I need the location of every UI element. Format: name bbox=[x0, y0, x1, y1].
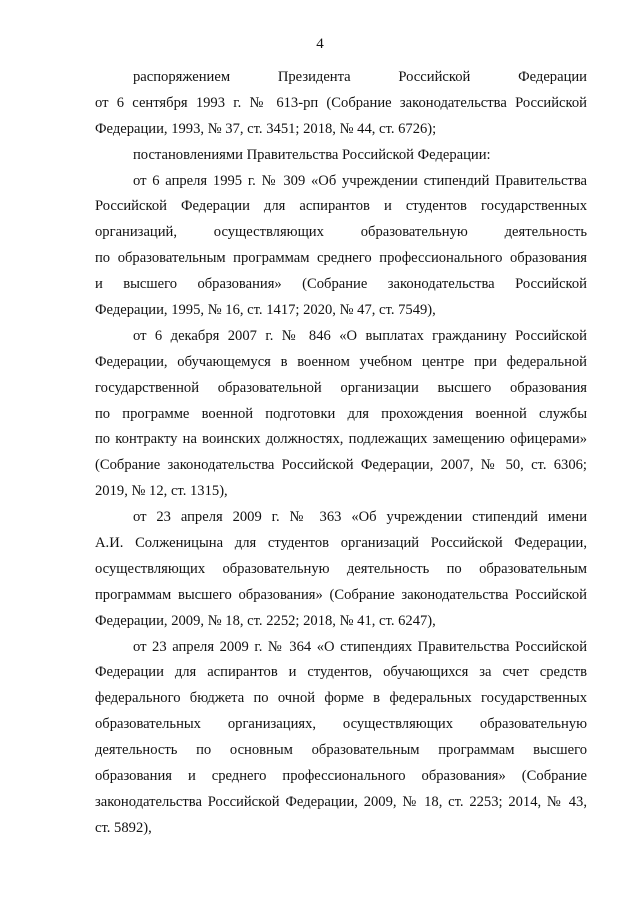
text-line: от 6 апреля 1995 г. № 309 «Об учреждении стипендий Правительства bbox=[133, 172, 587, 189]
text-line: 2019, № 12, ст. 1315), bbox=[95, 483, 228, 500]
paragraph-presidential-order bbox=[95, 65, 587, 143]
text-line: ст. 5892), bbox=[95, 819, 152, 836]
text-line: Российской Федерации для аспирантов и студентов государственных bbox=[95, 198, 587, 215]
text-line: по образовательным программам среднего профессионального образования bbox=[95, 250, 587, 267]
text-line: А.И. Солженицына для студентов организаций Российской Федерации, bbox=[95, 535, 587, 552]
text-line: распоряжением Президента Российской Федерации bbox=[133, 69, 587, 85]
paragraph-resolution-846 bbox=[95, 324, 587, 505]
text-line: и высшего образования» (Собрание законодательства Российской bbox=[95, 276, 587, 293]
text-line: федерального бюджета по очной форме в федеральных государственных bbox=[95, 690, 587, 707]
text-line: по программе военной подготовки для прохождения военной службы bbox=[95, 405, 587, 422]
text-line: законодательства Российской Федерации, 2009, № 18, ст. 2253; 2014, № 43, bbox=[95, 793, 587, 810]
paragraph-resolution-364 bbox=[95, 635, 587, 842]
text-line: Федерации, обучающемуся в военном учебном центре при федеральной bbox=[95, 353, 587, 370]
text-line: Федерации, 2009, № 18, ст. 2252; 2018, № 41, ст. 6247), bbox=[95, 612, 436, 629]
paragraph-resolution-363 bbox=[95, 505, 587, 634]
text-line: организаций, осуществляющих образовательную деятельность bbox=[95, 224, 587, 241]
text-line: образовательных организациях, осуществляющих образовательную bbox=[95, 716, 587, 733]
text-line: постановлениями Правительства Российской Федерации: bbox=[133, 146, 491, 163]
text-line: от 6 декабря 2007 г. № 846 «О выплатах гражданину Российской bbox=[133, 327, 587, 344]
text-line: государственной образовательной организации высшего образования bbox=[95, 379, 587, 396]
text-line: Федерации, 1995, № 16, ст. 1417; 2020, № 47, ст. 7549), bbox=[95, 302, 436, 319]
text-line: (Собрание законодательства Российской Федерации, 2007, № 50, ст. 6306; bbox=[95, 457, 587, 474]
text-line: Федерации для аспирантов и студентов, обучающихся за счет средств bbox=[95, 664, 587, 681]
text-line: образования и среднего профессионального образования» (Собрание bbox=[95, 768, 587, 785]
document-body bbox=[95, 65, 587, 842]
paragraph-resolution-309 bbox=[95, 169, 587, 324]
text-line: по контракту на воинских должностях, подлежащих замещению офицерами» bbox=[95, 431, 587, 448]
text-line: программам высшего образования» (Собрание законодательства Российской bbox=[95, 586, 587, 603]
text-line: от 6 сентября 1993 г. № 613-рп (Собрание законодательства Российской bbox=[95, 94, 587, 111]
text-line: Федерации, 1993, № 37, ст. 3451; 2018, № 44, ст. 6726); bbox=[95, 120, 437, 137]
text-line: деятельность по основным образовательным программам высшего bbox=[95, 742, 587, 759]
text-line: осуществляющих образовательную деятельность по образовательным bbox=[95, 560, 587, 577]
paragraph-government-resolutions-heading bbox=[95, 143, 587, 169]
text-line: от 23 апреля 2009 г. № 364 «О стипендиях Правительства Российской bbox=[133, 638, 587, 655]
page-number: 4 bbox=[316, 36, 324, 52]
text-line: от 23 апреля 2009 г. № 363 «Об учреждении стипендий имени bbox=[133, 509, 587, 526]
